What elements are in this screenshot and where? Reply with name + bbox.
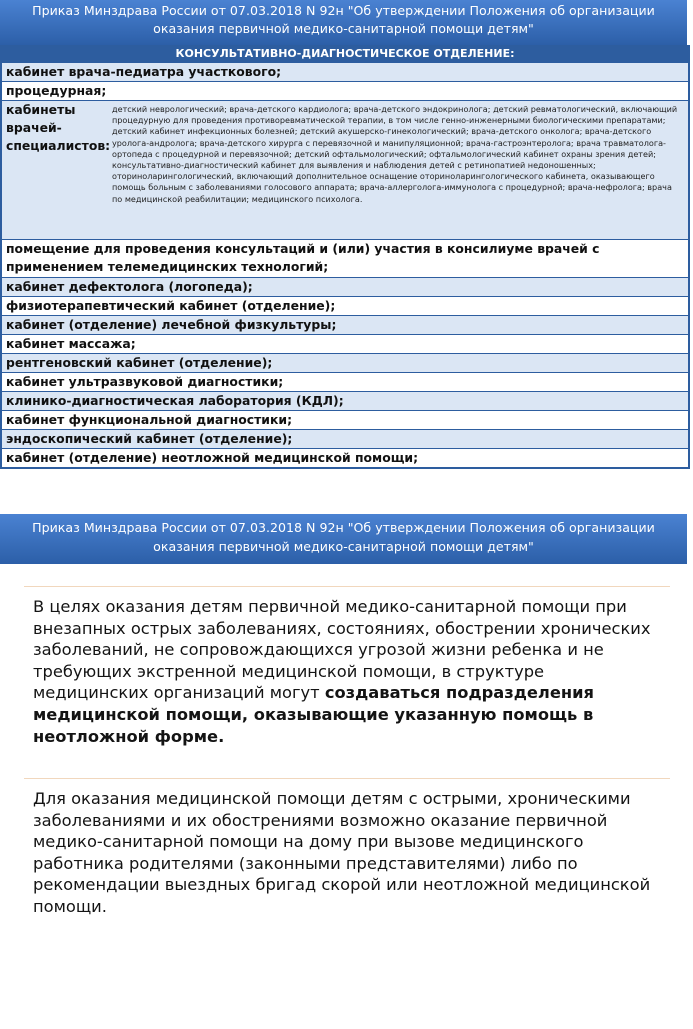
table-row: кабинет ультразвуковой диагностики; [2,372,688,391]
divider-top [24,586,670,587]
table-row: эндоскопический кабинет (отделение); [2,429,688,448]
paragraph-urgent-care-emphasis: создаваться подразделения медицинской помощи, оказывающие указанную помощь в неотложной форме. [33,683,595,746]
table-row: помещение для проведения консультаций и (или) участия в консилиуме врачей с применением телемедицинских технологий; [2,239,688,277]
table-row: кабинет массажа; [2,334,688,353]
slide-1-title-banner [0,0,687,45]
specialists-row [2,100,688,239]
slide-1-title: Приказ Минздрава России от 07.03.2018 N 92н "Об утверждении Положения об организации оказания первичной медико-санитарной помощи детям" [32,3,655,36]
table-row: клинико-диагностическая лаборатория (КДЛ); [2,391,688,410]
table-row: процедурная; [2,81,688,100]
slide-1 [0,0,693,514]
slide-2-title-banner [0,514,687,564]
section-header: КОНСУЛЬТАТИВНО-ДИАГНОСТИЧЕСКОЕ ОТДЕЛЕНИЕ: [2,45,688,62]
departments-table [0,45,690,469]
table-row: кабинет (отделение) неотложной медицинской помощи; [2,448,688,467]
paragraph-urgent-care [33,596,659,747]
paragraph-home-care: Для оказания медицинской помощи детям с острыми, хроническими заболеваниями и их обострениями возможно оказание первичной медико-санитарной помощи на дому при вызове медицинского работника родителями (законными представителями) либо по рекомендации выездных бригад скорой или неотложной медицинской помощи. [33,789,651,916]
slide-2 [0,514,693,1029]
table-row: кабинет (отделение) лечебной физкультуры; [2,315,688,334]
table-row: рентгеновский кабинет (отделение); [2,353,688,372]
table-row: кабинет функциональной диагностики; [2,410,688,429]
table-row: кабинет врача-педиатра участкового; [2,62,688,81]
table-row: физиотерапевтический кабинет (отделение); [2,296,688,315]
paragraph-urgent-care-text: В целях оказания детям первичной медико-санитарной помощи при внезапных острых заболеваниях, состояниях, обострении хронических заболеваний, не сопровождающихся угрозой жизни ребенка и не требующих экстренной медицинской помощи, в структуре медицинских организаций могут [33,597,651,703]
divider-middle [24,778,670,779]
table-row: кабинет дефектолога (логопеда); [2,277,688,296]
specialists-label: кабинеты врачей-специалистов: [6,102,111,153]
slide-2-title: Приказ Минздрава России от 07.03.2018 N 92н "Об утверждении Положения об организации оказания первичной медико-санитарной помощи детям" [32,520,655,554]
specialists-list: детский неврологический; врача-детского кардиолога; врача-детского эндокринолога; детский ревматологический, включающий процедурную для проведения противоревматической терапии, в том числе генно-инженерными биологическими препаратами; детский кабинет инфекционных болезней; детский акушерско-гинекологический; врача-детского онколога; врача-детского уролога-андролога; врача-детского хирурга с перевязочной и манипуляционной; врача-гастроэнтеролога; врача травматолога-ортопеда с процедурной и перевязочной; детский офтальмологический; офтальмологический кабинет охраны зрения детей; консультативно-диагностический кабинет для выявления и наблюдения детей с ретинопатией недоношенных; оториноларингологический, включающий дополнительное оснащение оториноларингологического кабинета, оказывающего помощь больным с заболеваниями голосового аппарата; врача-аллерголога-иммунолога с процедурной; врача-нефролога; врача по медицинской реабилитации; медицинского психолога. [112,104,678,204]
